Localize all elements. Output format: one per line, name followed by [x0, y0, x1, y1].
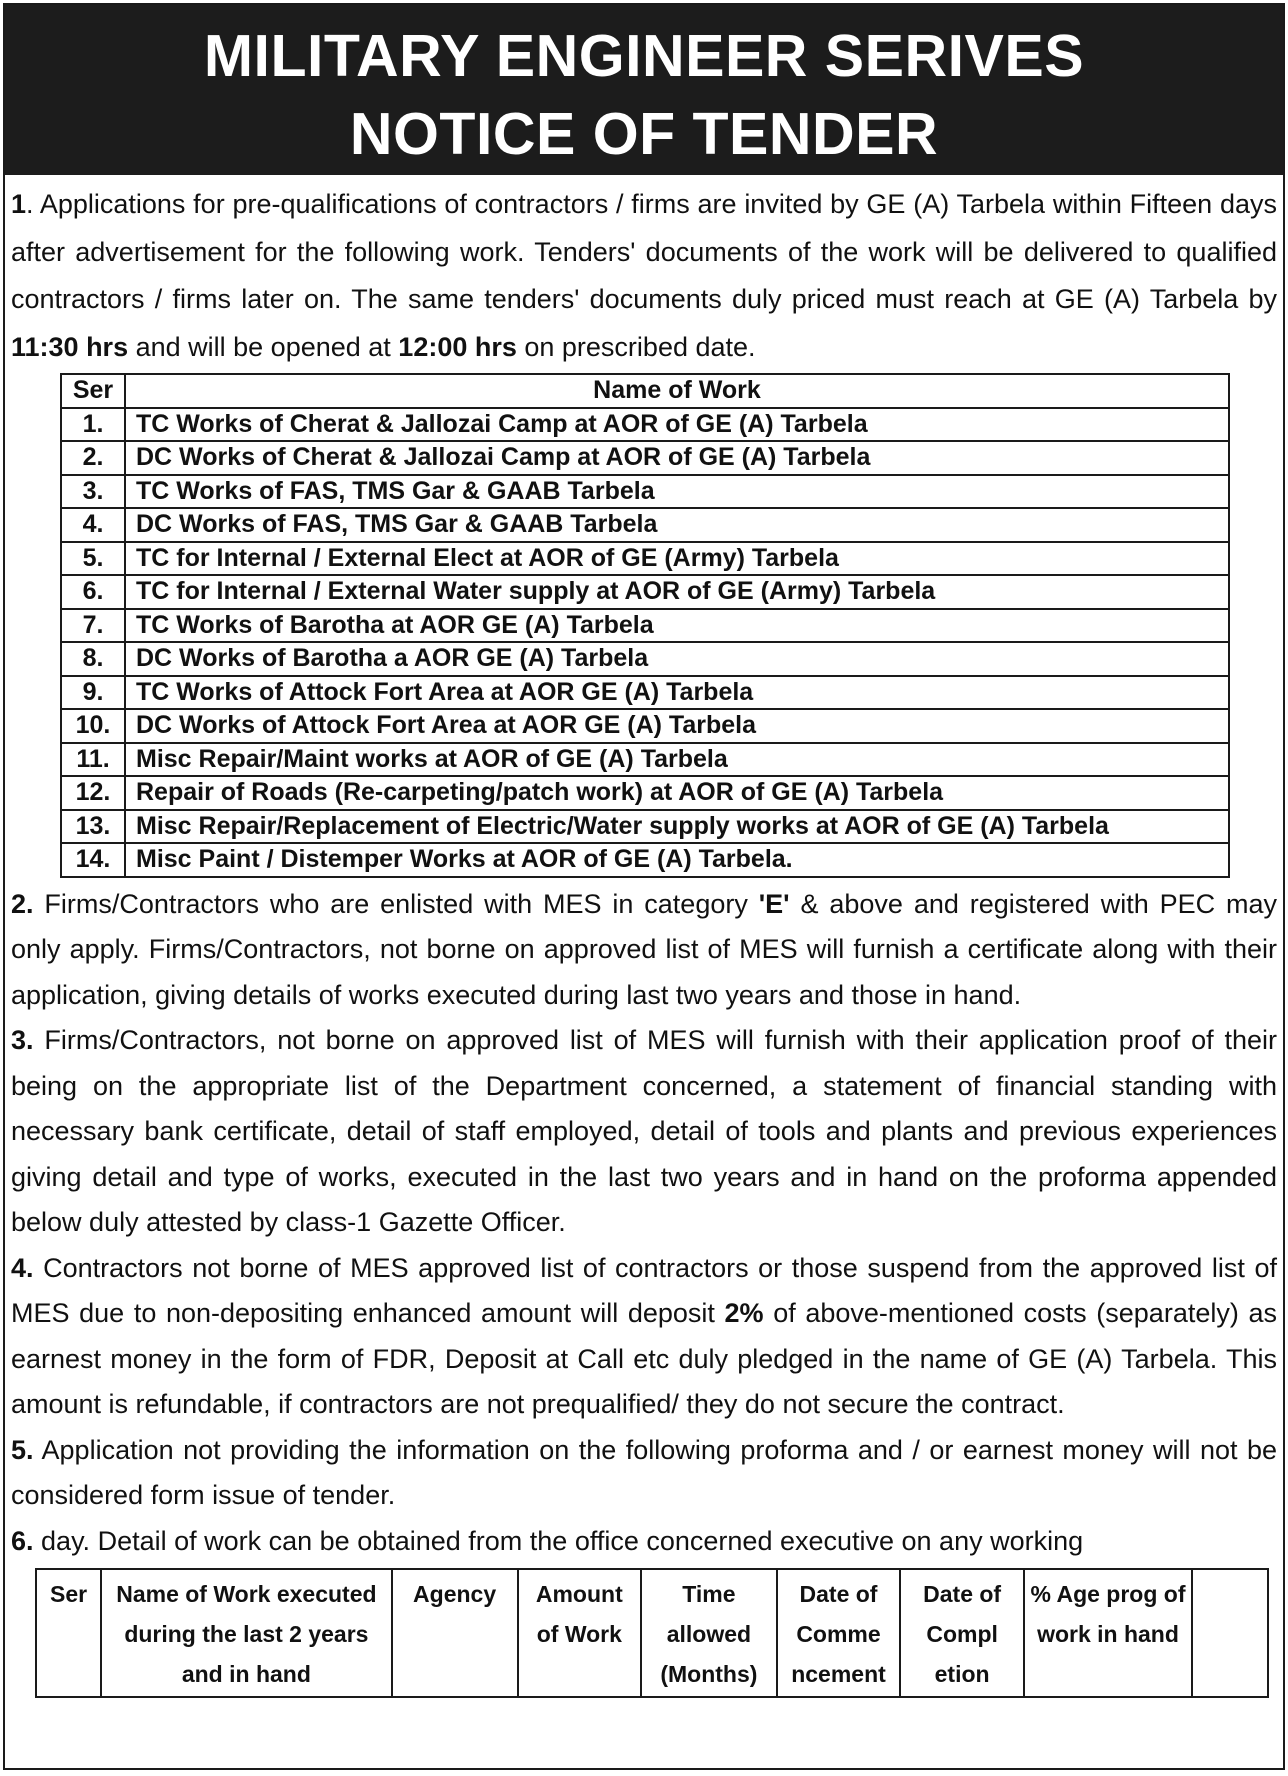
earnest-money-percent: 2% [724, 1298, 764, 1328]
paragraph-5-number: 5. [11, 1434, 34, 1465]
enlistment-category: 'E' [758, 888, 790, 919]
proforma-header-completion: Date of Compl etion [900, 1569, 1024, 1697]
work-serial: 2. [61, 441, 125, 475]
table-row [61, 676, 1229, 710]
works-table-header [61, 374, 1229, 408]
table-row [61, 408, 1229, 442]
header-subtitle: NOTICE OF TENDER [349, 101, 939, 167]
table-row [61, 810, 1229, 844]
header-title: MILITARY ENGINEER SERIVES [203, 23, 1085, 89]
work-serial: 4. [61, 508, 125, 542]
opening-time: 12:00 hrs [398, 331, 517, 362]
paragraph-4-text: Contractors not borne of MES approved list of contractors or those suspend from the approved list of MES due to non-depositing enhanced amount will deposit [11, 1252, 1277, 1328]
paragraph-2 [11, 882, 1277, 1019]
work-serial: 6. [61, 575, 125, 609]
paragraph-5-text: Application not providing the information on the following proforma and / or earnest money will not be considered form issue of tender. [11, 1434, 1277, 1510]
tender-notice [3, 3, 1285, 1770]
work-serial: 1. [61, 408, 125, 442]
proforma-header-commencement: Date of Comme ncement [777, 1569, 901, 1697]
proforma-header-blank [1192, 1569, 1268, 1697]
table-row [61, 609, 1229, 643]
table-row [61, 743, 1229, 777]
paragraph-6-number: 6. [11, 1525, 34, 1556]
paragraph-1-text-c: on prescribed date. [516, 331, 756, 362]
table-row [61, 475, 1229, 509]
work-serial: 5. [61, 542, 125, 576]
paragraph-1-number: 1 [11, 189, 27, 219]
notice-header [5, 5, 1283, 175]
table-row [61, 575, 1229, 609]
proforma-table [35, 1568, 1269, 1698]
paragraph-1-text-b: and will be opened at [128, 331, 399, 362]
paragraph-2-text: Firms/Contractors who are enlisted with MES in category [33, 888, 759, 919]
proforma-header-work-name: Name of Work executed during the last 2 years and in hand [101, 1569, 392, 1697]
paragraph-4-number: 4. [11, 1252, 34, 1283]
work-serial: 3. [61, 475, 125, 509]
proforma-header-amount: Amount of Work [518, 1569, 642, 1697]
paragraph-4-text-b: of above-mentioned costs (separately) as earnest money in the form of FDR, Deposit at Call etc duly pledged in the name of GE (A) Tarbela. This amount is refundable, if contractors are not prequalified/ they do not secure the contract. [11, 1298, 1277, 1419]
paragraph-4 [11, 1246, 1277, 1428]
notice-body [5, 175, 1283, 1698]
table-row [61, 843, 1229, 877]
work-name: TC Works of Cherat & Jallozai Camp at AOR of GE (A) Tarbela [125, 408, 1229, 442]
work-serial: 14. [61, 843, 125, 877]
proforma-header-time-allowed: Time allowed (Months) [641, 1569, 777, 1697]
works-table [60, 373, 1230, 878]
work-serial: 10. [61, 709, 125, 743]
work-name: TC for Internal / External Elect at AOR of GE (Army) Tarbela [125, 542, 1229, 576]
paragraph-3 [11, 1018, 1277, 1246]
work-name: Repair of Roads (Re-carpeting/patch work) at AOR of GE (A) Tarbela [125, 776, 1229, 810]
works-header-ser: Ser [61, 374, 125, 408]
table-row [61, 776, 1229, 810]
proforma-header-agency: Agency [392, 1569, 518, 1697]
work-serial: 11. [61, 743, 125, 777]
work-name: DC Works of FAS, TMS Gar & GAAB Tarbela [125, 508, 1229, 542]
proforma-header-row [36, 1569, 1268, 1697]
work-name: TC Works of Attock Fort Area at AOR GE (A) Tarbela [125, 676, 1229, 710]
work-name: DC Works of Barotha a AOR GE (A) Tarbela [125, 642, 1229, 676]
work-name: DC Works of Attock Fort Area at AOR GE (A) Tarbela [125, 709, 1229, 743]
paragraph-2-text-b: & above and registered with PEC may only apply. Firms/Contractors, not borne on approved list of MES will furnish a certificate along with their application, giving details of works executed during last two years and those in hand. [11, 888, 1278, 1010]
work-name: Misc Paint / Distemper Works at AOR of GE (A) Tarbela. [125, 843, 1229, 877]
table-row [61, 441, 1229, 475]
work-name: Misc Repair/Maint works at AOR of GE (A) Tarbela [125, 743, 1229, 777]
paragraph-3-text: Firms/Contractors, not borne on approved list of MES will furnish with their application proof of their being on the appropriate list of the Department concerned, a statement of financial standing with necessary bank certificate, detail of staff employed, detail of tools and plants and previous experiences giving detail and type of works, executed in the last two years and in hand on the proforma appended below duly attested by class-1 Gazette Officer. [11, 1025, 1277, 1237]
paragraph-5 [11, 1428, 1277, 1519]
table-row [61, 709, 1229, 743]
work-serial: 7. [61, 609, 125, 643]
works-table-body [61, 408, 1229, 877]
works-header-name: Name of Work [125, 374, 1229, 408]
proforma-header-ser: Ser [36, 1569, 101, 1697]
work-name: Misc Repair/Replacement of Electric/Water supply works at AOR of GE (A) Tarbela [125, 810, 1229, 844]
paragraph-2-number: 2. [11, 888, 34, 919]
work-serial: 9. [61, 676, 125, 710]
paragraph-3-number: 3. [11, 1025, 34, 1055]
work-serial: 12. [61, 776, 125, 810]
work-name: TC for Internal / External Water supply at AOR of GE (Army) Tarbela [125, 575, 1229, 609]
paragraph-6-text: day. Detail of work can be obtained from the office concerned executive on any working [33, 1525, 1084, 1556]
table-row [61, 542, 1229, 576]
work-serial: 13. [61, 810, 125, 844]
paragraph-1 [11, 181, 1277, 371]
work-name: DC Works of Cherat & Jallozai Camp at AOR of GE (A) Tarbela [125, 441, 1229, 475]
paragraph-1-text: . Applications for pre-qualifications of contractors / firms are invited by GE (A) Tarbela within Fifteen days after advertisement for the following work. Tenders' documents of the work will be delivered to qualified contractors / firms later on. The same tenders' documents duly priced must reach at GE (A) Tarbela by [11, 189, 1277, 314]
table-row [61, 508, 1229, 542]
work-name: TC Works of Barotha at AOR GE (A) Tarbela [125, 609, 1229, 643]
proforma-header-progress: % Age prog of work in hand [1024, 1569, 1192, 1697]
paragraph-6 [11, 1519, 1277, 1565]
table-row [61, 642, 1229, 676]
work-name: TC Works of FAS, TMS Gar & GAAB Tarbela [125, 475, 1229, 509]
submission-time: 11:30 hrs [11, 331, 129, 362]
work-serial: 8. [61, 642, 125, 676]
